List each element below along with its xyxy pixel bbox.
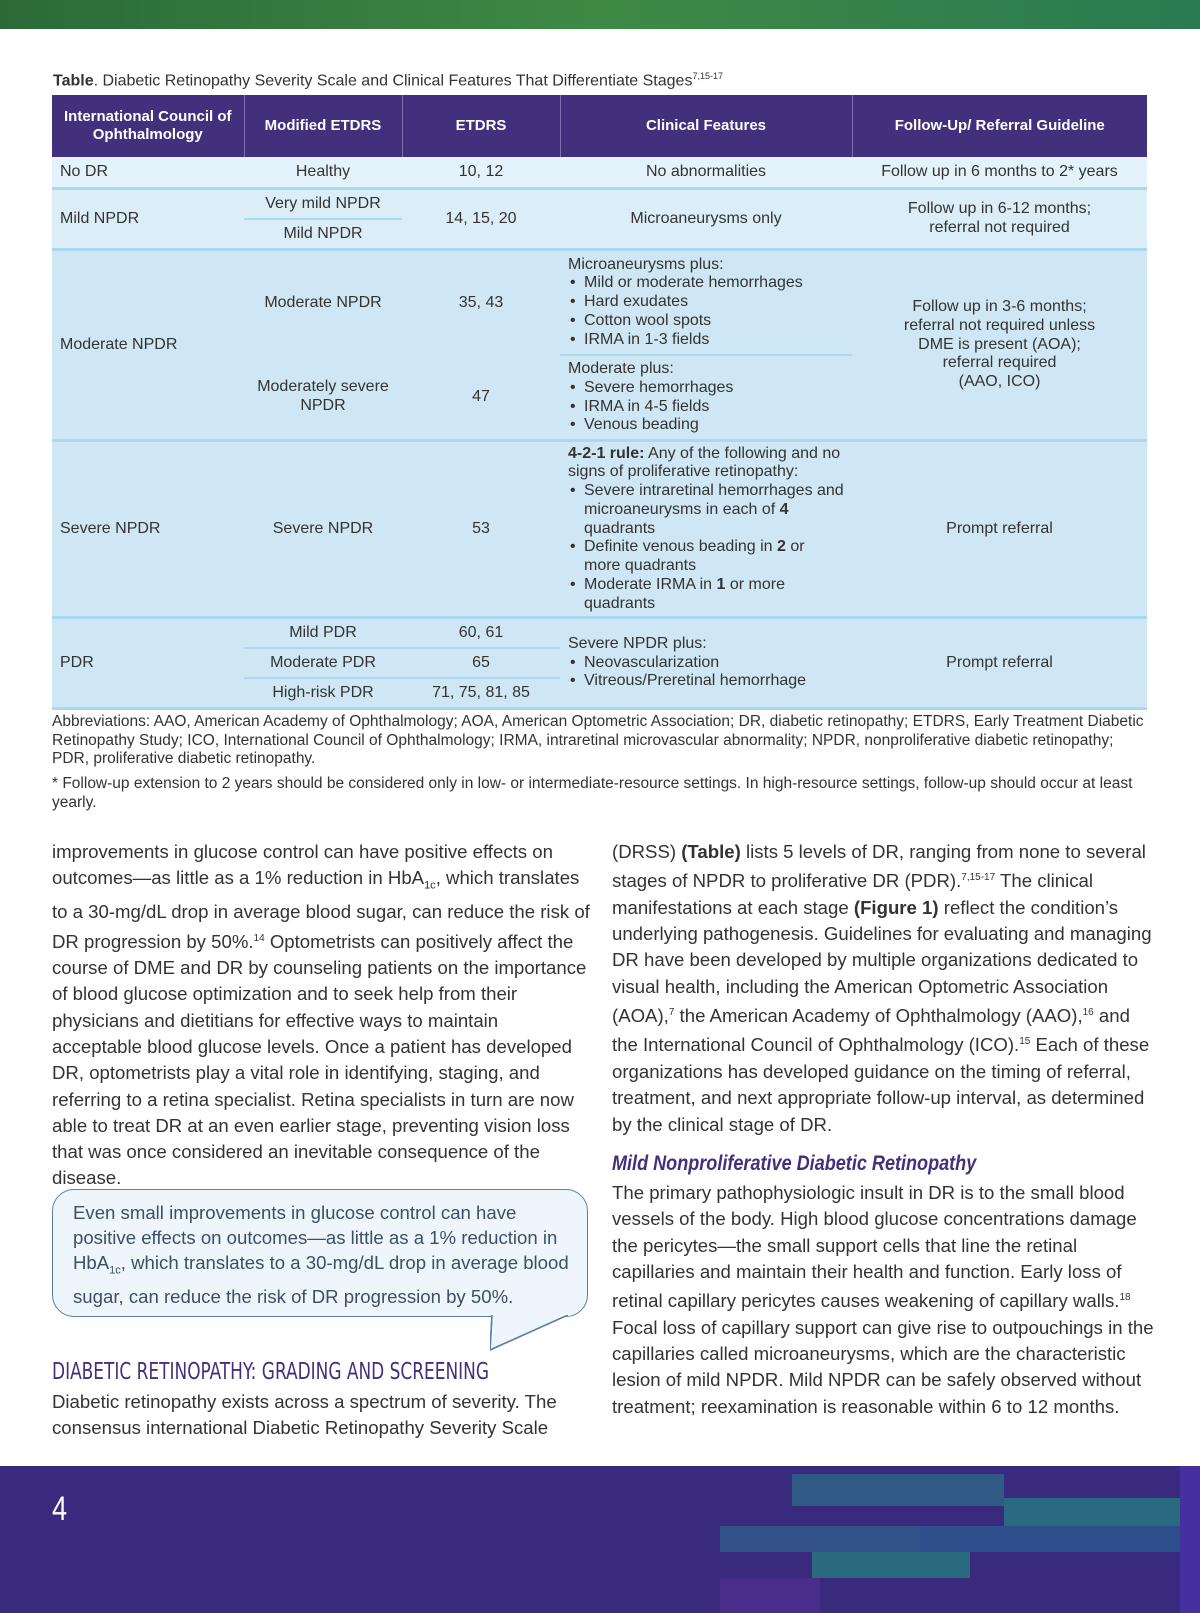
list-item: • Venous beading bbox=[584, 416, 844, 435]
cell-follow: Follow up in 6 months to 2* years bbox=[852, 157, 1147, 189]
cell-very-mild: Very mild NPDR bbox=[244, 189, 402, 220]
severity-table bbox=[52, 95, 1147, 710]
cell-moderately-severe: Moderately severe NPDR bbox=[244, 355, 402, 441]
table-row bbox=[52, 157, 1147, 189]
cell-moderate-pdr: Moderate PDR bbox=[244, 648, 402, 678]
mild-npdr-text: The primary pathophysiologic insult in DR is to the small blood vessels of the body. High blood glucose concentrations damage the pericytes—the small support cells that line the retinal capillaries and maintain their health and function. Early loss of retinal capillary pericytes causes weakening of capillary walls.$^{18}$ Focal loss of capillary support can give rise to outpouchings in the capillaries called microaneurysms, which are the characteristic lesion of mild NPDR. Mild NPDR can be safely observed without treatment; reexamination is reasonable within 6 to 12 months. bbox=[612, 1182, 1154, 1417]
cell-pdr: PDR bbox=[52, 618, 244, 709]
list-item: • IRMA in 1-3 fields bbox=[584, 331, 844, 350]
cell-mild-npdr: Mild NPDR bbox=[52, 189, 244, 250]
cell-moderate-npdr: Moderate NPDR bbox=[52, 250, 244, 441]
list-item: • Moderate IRMA in 1 or more quadrants bbox=[584, 576, 844, 613]
cell-clinical: Severe NPDR plus: • Neovascularization • Vitreous/Preretinal hemorrhage bbox=[560, 618, 852, 709]
cell-follow: Follow up in 6-12 months; referral not required bbox=[852, 189, 1147, 250]
cell-moderate: Moderate NPDR bbox=[244, 250, 402, 356]
list-item: • Hard exudates bbox=[584, 293, 844, 312]
cell-follow: Prompt referral bbox=[852, 618, 1147, 709]
table-row bbox=[52, 250, 1147, 356]
cell-severe-npdr: Severe NPDR bbox=[52, 441, 244, 618]
body-text-right: (DRSS) (Table) lists 5 levels of DR, ranging from none to several stages of NPDR to proliferative DR (PDR).$^{7,15-17}$ The clinical manifestations at each stage (Figure 1) reflect the condition’s underlying pathogenesis. Guidelines for evaluating and managing DR have been developed by multiple organizations dedicated to visual health, including the American Optometric Association (AOA),$^7$ the American Academy of Ophthalmology (AAO),$^{16}$ and the International Council of Ophthalmology (ICO).$^{15}$ Each of these organizations has developed guidance on the timing of referral, treatment, and next appropriate follow-up interval, as determined by the clinical stage of DR. bbox=[612, 841, 1152, 1135]
list-item: • Vitreous/Preretinal hemorrhage bbox=[584, 672, 844, 691]
table-header-row bbox=[52, 95, 1147, 157]
cell-etdrs: 47 bbox=[402, 355, 560, 441]
cell-clinical: Microaneurysms only bbox=[560, 189, 852, 250]
list-item: • Severe hemorrhages bbox=[584, 379, 844, 398]
list-item: • Neovascularization bbox=[584, 654, 844, 673]
cell-follow: Prompt referral bbox=[852, 441, 1147, 618]
cell-etdrs: 71, 75, 81, 85 bbox=[402, 678, 560, 709]
cell-follow: Follow up in 3-6 months; referral not required unless DME is present (AOA); referral required (AAO, ICO) bbox=[852, 250, 1147, 441]
list-item: • Definite venous beading in 2 or more quadrants bbox=[584, 538, 844, 575]
cell-mild-pdr: Mild PDR bbox=[244, 618, 402, 649]
table-row bbox=[52, 189, 1147, 220]
cell-mild: Mild NPDR bbox=[244, 219, 402, 250]
list-item: • IRMA in 4-5 fields bbox=[584, 398, 844, 417]
cell-etdrs: 10, 12 bbox=[402, 157, 560, 189]
cell-healthy: Healthy bbox=[244, 157, 402, 189]
cell-etdrs: 35, 43 bbox=[402, 250, 560, 356]
cell-clinical: 4-2-1 rule: Any of the following and no signs of proliferative retinopathy: • Severe intraretinal hemorrhages and microaneurysms in each of 4 quadrants • Definite venous beading in 2 or more quadrants • Moderate IRMA in 1 or more quadrants bbox=[560, 441, 852, 618]
section-heading-mild-npdr: Mild Nonproliferative Diabetic Retinopathy bbox=[612, 1152, 977, 1175]
header-ico: International Council of Ophthalmology bbox=[52, 95, 244, 157]
top-color-band bbox=[0, 0, 1200, 29]
abbreviations-note: Abbreviations: AAO, American Academy of Ophthalmology; AOA, American Optometric Association; DR, diabetic retinopathy; ETDRS, Early Treatment Diabetic Retinopathy Study; ICO, International Council of Ophthalmology; IRMA, intraretinal microvascular abnormality; NPDR, nonproliferative diabetic retinopathy; PDR, proliferative diabetic retinopathy. bbox=[52, 713, 1144, 768]
grading-text: Diabetic retinopathy exists across a spectrum of severity. The consensus international Diabetic Retinopathy Severity Scale bbox=[52, 1391, 557, 1439]
cell-high-risk-pdr: High-risk PDR bbox=[244, 678, 402, 709]
cell-etdrs: 53 bbox=[402, 441, 560, 618]
header-clinical-features: Clinical Features bbox=[560, 95, 852, 157]
cell-severe: Severe NPDR bbox=[244, 441, 402, 618]
list-item: • Severe intraretinal hemorrhages and microaneurysms in each of 4 quadrants bbox=[584, 482, 844, 538]
list-item: • Mild or moderate hemorrhages bbox=[584, 274, 844, 293]
header-modified-etdrs: Modified ETDRS bbox=[244, 95, 402, 157]
cell-clinical: No abnormalities bbox=[560, 157, 852, 189]
footnote: * Follow-up extension to 2 years should be considered only in low- or intermediate-resource settings. In high-resource settings, follow-up should occur at least yearly. bbox=[52, 775, 1133, 811]
body-text-left: improvements in glucose control can have positive effects on outcomes—as little as a 1% reduction in HbA$_{1c}$, which translates to a 30-mg/dL drop in average blood sugar, can reduce the risk of DR progression by 50%.$^{14}$ Optometrists can positively affect the course of DME and DR by counseling patients on the importance of blood glucose optimization and to seek help from their physicians and dietitians for effective ways to maintain acceptable blood glucose levels. Once a patient has developed DR, optometrists play a vital role in identifying, staging, and referring to a retina specialist. Retina specialists in turn are now able to treat DR at an even earlier stage, preventing vision loss that was once considered an inevitable consequence of the disease. bbox=[52, 841, 590, 1189]
footer-band bbox=[0, 1466, 1200, 1613]
cell-etdrs: 65 bbox=[402, 648, 560, 678]
header-follow-up: Follow-Up/ Referral Guideline bbox=[852, 95, 1147, 157]
header-etdrs: ETDRS bbox=[402, 95, 560, 157]
cell-clinical: Moderate plus: • Severe hemorrhages • IRMA in 4-5 fields • Venous beading bbox=[560, 355, 852, 441]
list-item: • Cotton wool spots bbox=[584, 312, 844, 331]
cell-no-dr: No DR bbox=[52, 157, 244, 189]
cell-etdrs: 14, 15, 20 bbox=[402, 189, 560, 250]
callout-quote: Even small improvements in glucose control can have positive effects on outcomes—as little as a 1% reduction in HbA$_{1c}$, which translates to a 30-mg/dL drop in average blood sugar, can reduce the risk of DR progression by 50%. bbox=[52, 1189, 588, 1317]
section-heading-grading: DIABETIC RETINOPATHY: GRADING AND SCREENING bbox=[52, 1359, 489, 1385]
table-row bbox=[52, 618, 1147, 649]
cell-etdrs: 60, 61 bbox=[402, 618, 560, 649]
cell-clinical: Microaneurysms plus: • Mild or moderate hemorrhages • Hard exudates • Cotton wool spots • IRMA in 1-3 fields bbox=[560, 250, 852, 356]
page-number: 4 bbox=[52, 1490, 68, 1528]
callout-tail-icon bbox=[490, 1315, 570, 1351]
table-row bbox=[52, 441, 1147, 618]
table-caption: Table. Diabetic Retinopathy Severity Scale and Clinical Features That Differentiate Stages$^{7,15-17}$ bbox=[53, 71, 723, 90]
